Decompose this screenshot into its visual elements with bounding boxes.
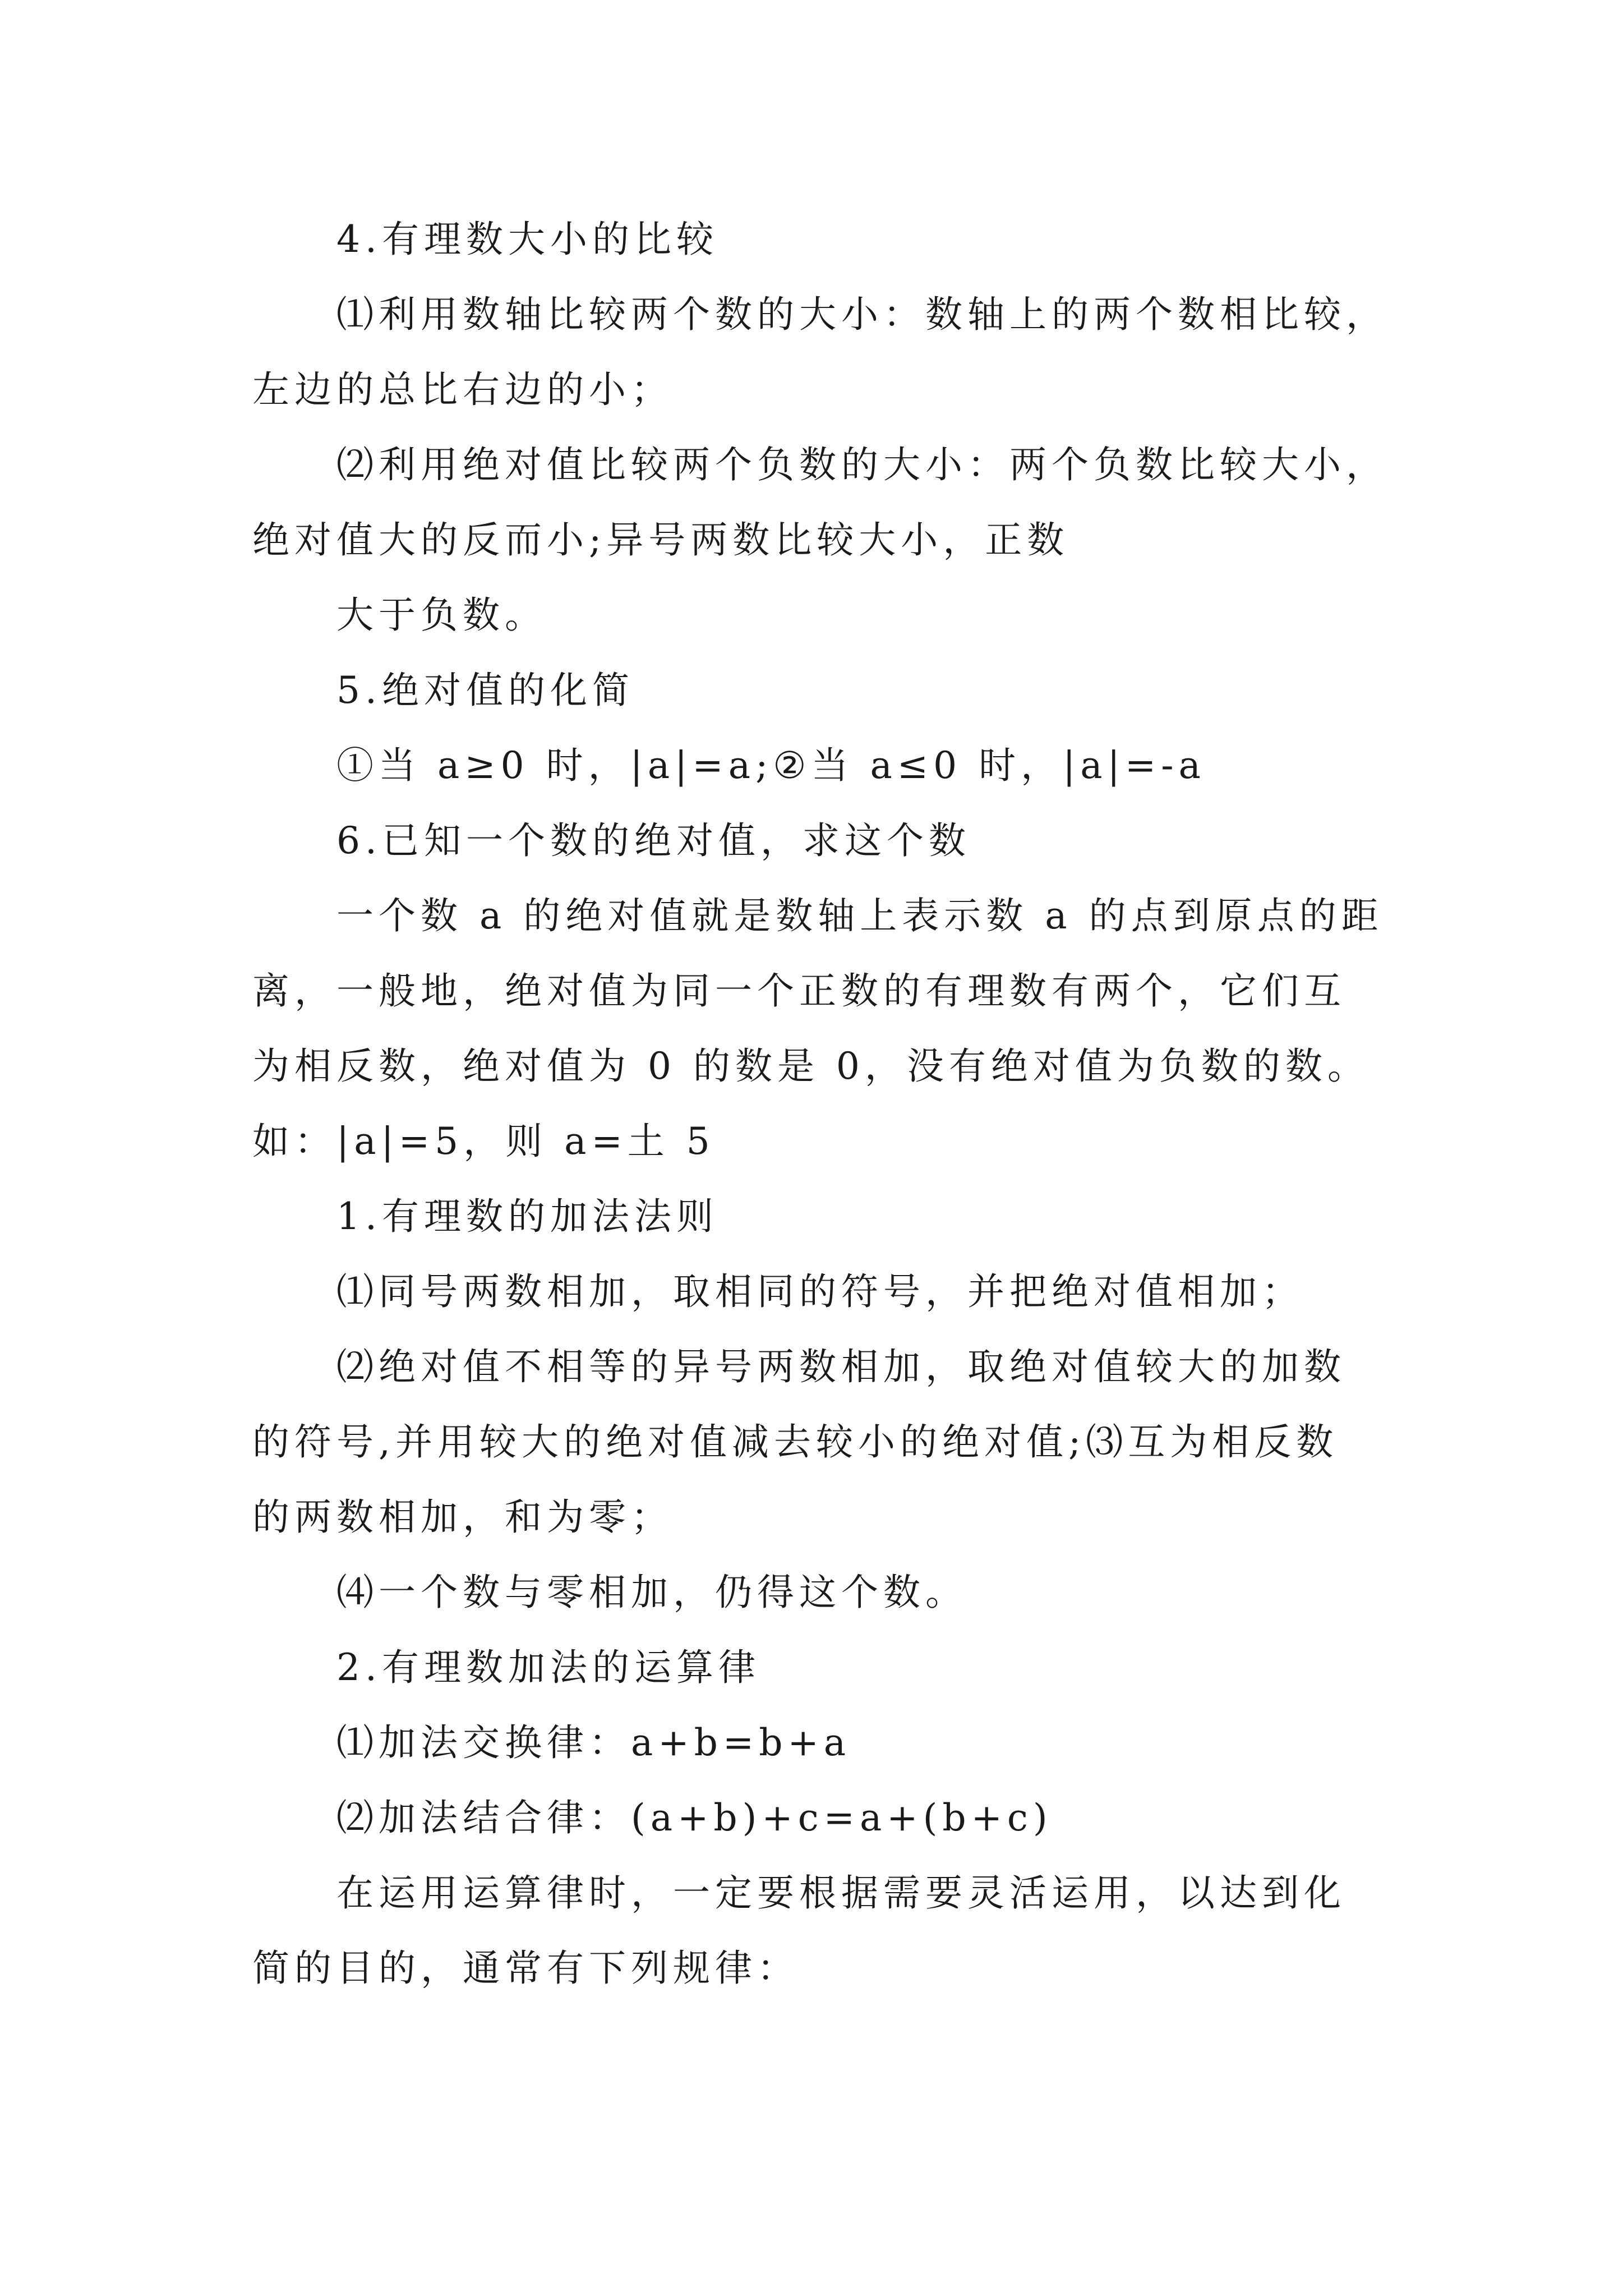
section-heading-comparison: 4.有理数大小的比较 [336, 218, 718, 261]
paragraph-line: 为相反数，绝对值为 0 的数是 0，没有绝对值为负数的数。 [252, 1045, 1370, 1088]
section-heading-find-number: 6.已知一个数的绝对值，求这个数 [336, 819, 971, 862]
paragraph-line: ⑷一个数与零相加，仍得这个数。 [336, 1571, 967, 1614]
section-heading-addition-rule: 1.有理数的加法法则 [336, 1195, 718, 1238]
paragraph-line: ⑵利用绝对值比较两个负数的大小：两个负数比较大小， [336, 443, 1388, 486]
example-line: 如：|a|=5，则 a=土 5 [252, 1120, 715, 1163]
paragraph-line: 简的目的，通常有下列规律： [252, 1947, 799, 1990]
formula-line: ⑴加法交换律：a+b=b+a [336, 1721, 851, 1764]
paragraph-line: 一个数 a 的绝对值就是数轴上表示数 a 的点到原点的距 [336, 894, 1384, 937]
paragraph-line: 在运用运算律时，一定要根据需要灵活运用，以达到化 [336, 1871, 1346, 1915]
paragraph-line: 左边的总比右边的小； [252, 368, 673, 411]
paragraph-line: 绝对值大的反而小;异号两数比较大小，正数 [252, 518, 1069, 562]
paragraph-line: 大于负数。 [336, 593, 547, 637]
section-heading-simplify: 5.绝对值的化简 [336, 669, 634, 712]
paragraph-line: ⑵绝对值不相等的异号两数相加，取绝对值较大的加数 [336, 1345, 1346, 1388]
formula-line: ①当 a≥0 时，|a|=a;②当 a≤0 时，|a|=-a [336, 744, 1206, 787]
paragraph-line: ⑴利用数轴比较两个数的大小：数轴上的两个数相比较， [336, 293, 1388, 336]
paragraph-line: 的符号,并用较大的绝对值减去较小的绝对值;⑶互为相反数 [252, 1420, 1339, 1464]
formula-line: ⑵加法结合律：(a+b)+c=a+(b+c) [336, 1796, 1053, 1839]
paragraph-line: 的两数相加，和为零； [252, 1496, 673, 1539]
section-heading-addition-laws: 2.有理数加法的运算律 [336, 1646, 760, 1689]
paragraph-line: ⑴同号两数相加，取相同的符号，并把绝对值相加； [336, 1270, 1304, 1313]
paragraph-line: 离，一般地，绝对值为同一个正数的有理数有两个，它们互 [252, 969, 1346, 1013]
